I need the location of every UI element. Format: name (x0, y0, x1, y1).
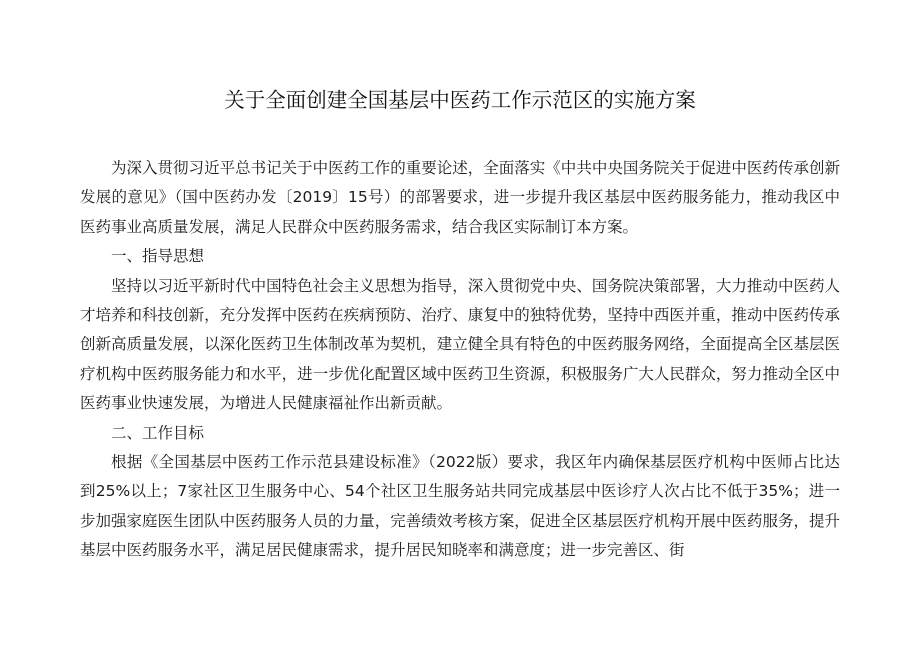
intro-paragraph: 为深入贯彻习近平总书记关于中医药工作的重要论述，全面落实《中共中央国务院关于促进中医药传承创新发展的意见》（国中医药办发〔2019〕15号）的部署要求，进一步提升我区基层中医药服务能力，推动我区中医药事业高质量发展，满足人民群众中医药服务需求，结合我区实际制订本方案。 (80, 159, 840, 236)
section-heading-work-goals: 二、工作目标 (111, 423, 205, 442)
document-title: 关于全面创建全国基层中医药工作示范区的实施方案 (224, 88, 696, 112)
section-body-guiding-ideology: 坚持以习近平新时代中国特色社会主义思想为指导，深入贯彻党中央、国务院决策部署，大力推动中医药人才培养和科技创新，充分发挥中医药在疾病预防、治疗、康复中的独特优势，坚持中西医并重，推动中医药传承创新高质量发展，以深化医药卫生体制改革为契机，建立健全具有特色的中医药服务网络，全面提高全区基层医疗机构中医药服务能力和水平，进一步优化配置区域中医药卫生资源，积极服务广大人民群众，努力推动全区中医药事业快速发展，为增进人民健康福祉作出新贡献。 (80, 276, 840, 413)
document-body (80, 154, 840, 566)
section-body-work-goals: 根据《全国基层中医药工作示范县建设标准》（2022版）要求，我区年内确保基层医疗机构中医师占比达到25%以上；7家社区卫生服务中心、54个社区卫生服务站共同完成基层中医诊疗人次占比不低于35%；进一步加强家庭医生团队中医药服务人员的力量，完善绩效考核方案，促进全区基层医疗机构开展中医药服务，提升基层中医药服务水平，满足居民健康需求，提升居民知晓率和满意度；进一步完善区、街 (80, 453, 840, 560)
section-heading-guiding-ideology: 一、指导思想 (111, 247, 205, 266)
